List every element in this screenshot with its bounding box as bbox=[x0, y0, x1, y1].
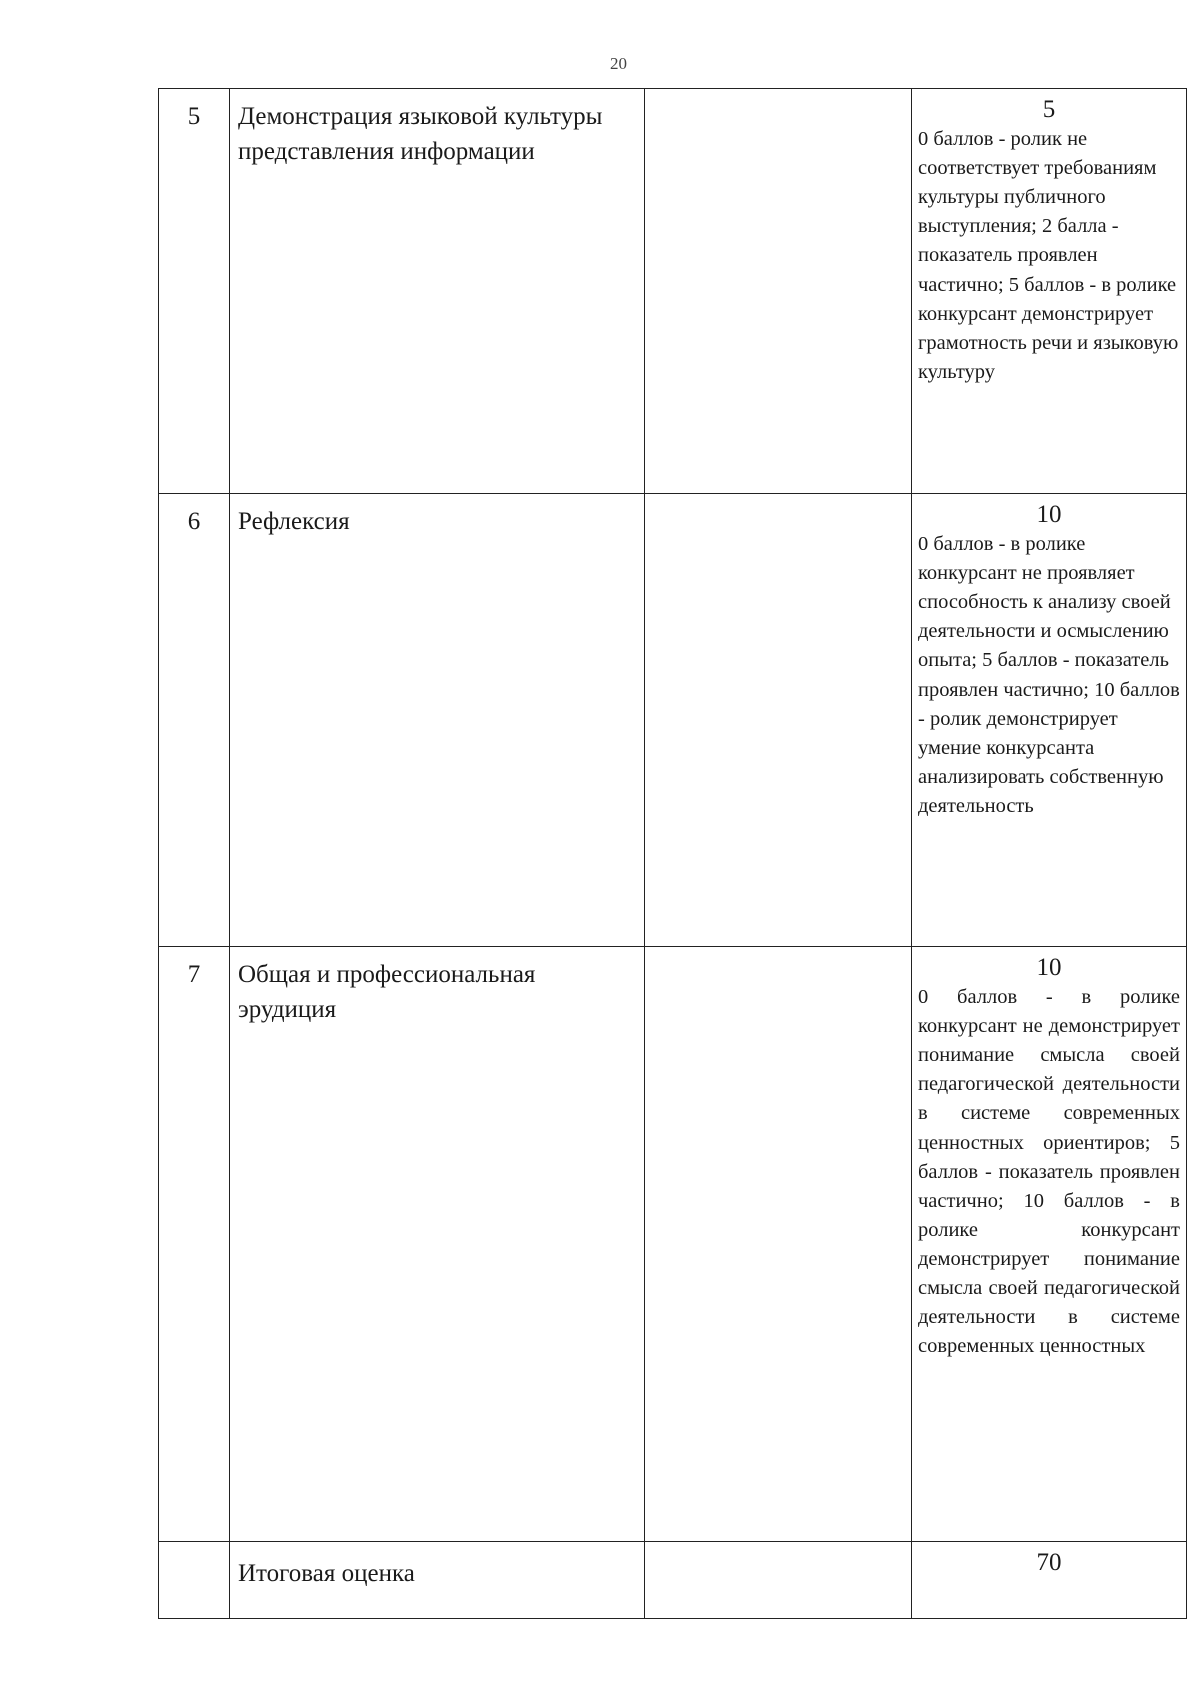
score-description: 0 баллов - в ролике конкурсант не проявляет способность к анализу своей деятельности и осмыслению опыта; 5 баллов - показатель проявлен частично; 10 баллов - ролик демонстрирует умение конкурсанта анализировать собственную деятельность bbox=[918, 533, 1180, 817]
max-score: 10 bbox=[1036, 501, 1062, 528]
score-cell bbox=[912, 89, 1187, 494]
row-number: 5 bbox=[159, 89, 230, 494]
total-score-cell bbox=[912, 1542, 1187, 1619]
empty-cell bbox=[645, 494, 912, 947]
table-row bbox=[159, 494, 1187, 947]
row-number: 7 bbox=[159, 947, 230, 1542]
max-score: 10 bbox=[1036, 954, 1062, 981]
criterion-name: Рефлексия bbox=[230, 494, 645, 947]
score-description: 0 баллов - в ролике конкурсант не демонстрирует понимание смысла своей педагогической деятельности в системе современных ценностных ориентиров; 5 баллов - показатель проявлен частично; 10 баллов - в ролике конкурсант демонстрирует понимание смысла своей педагогической деятельности в системе современных ценностных bbox=[918, 986, 1180, 1358]
total-label: Итоговая оценка bbox=[230, 1542, 645, 1619]
empty-cell bbox=[645, 1542, 912, 1619]
total-row bbox=[159, 1542, 1187, 1619]
row-number: 6 bbox=[159, 494, 230, 947]
max-score: 5 bbox=[1042, 96, 1056, 123]
criteria-table bbox=[158, 88, 1187, 1619]
criterion-name: Общая и профессиональная эрудиция bbox=[230, 947, 645, 1542]
total-score: 70 bbox=[1036, 1549, 1062, 1576]
table-row bbox=[159, 89, 1187, 494]
score-cell bbox=[912, 947, 1187, 1542]
empty-cell bbox=[645, 947, 912, 1542]
criterion-name: Демонстрация языковой культуры представления информации bbox=[230, 89, 645, 494]
empty-cell bbox=[159, 1542, 230, 1619]
empty-cell bbox=[645, 89, 912, 494]
page-number: 20 bbox=[610, 54, 627, 73]
table-row bbox=[159, 947, 1187, 1542]
score-cell bbox=[912, 494, 1187, 947]
score-description: 0 баллов - ролик не соответствует требованиям культуры публичного выступления; 2 балла - показатель проявлен частично; 5 баллов - в ролике конкурсант демонстрирует грамотность речи и языковую культуру bbox=[918, 128, 1179, 383]
